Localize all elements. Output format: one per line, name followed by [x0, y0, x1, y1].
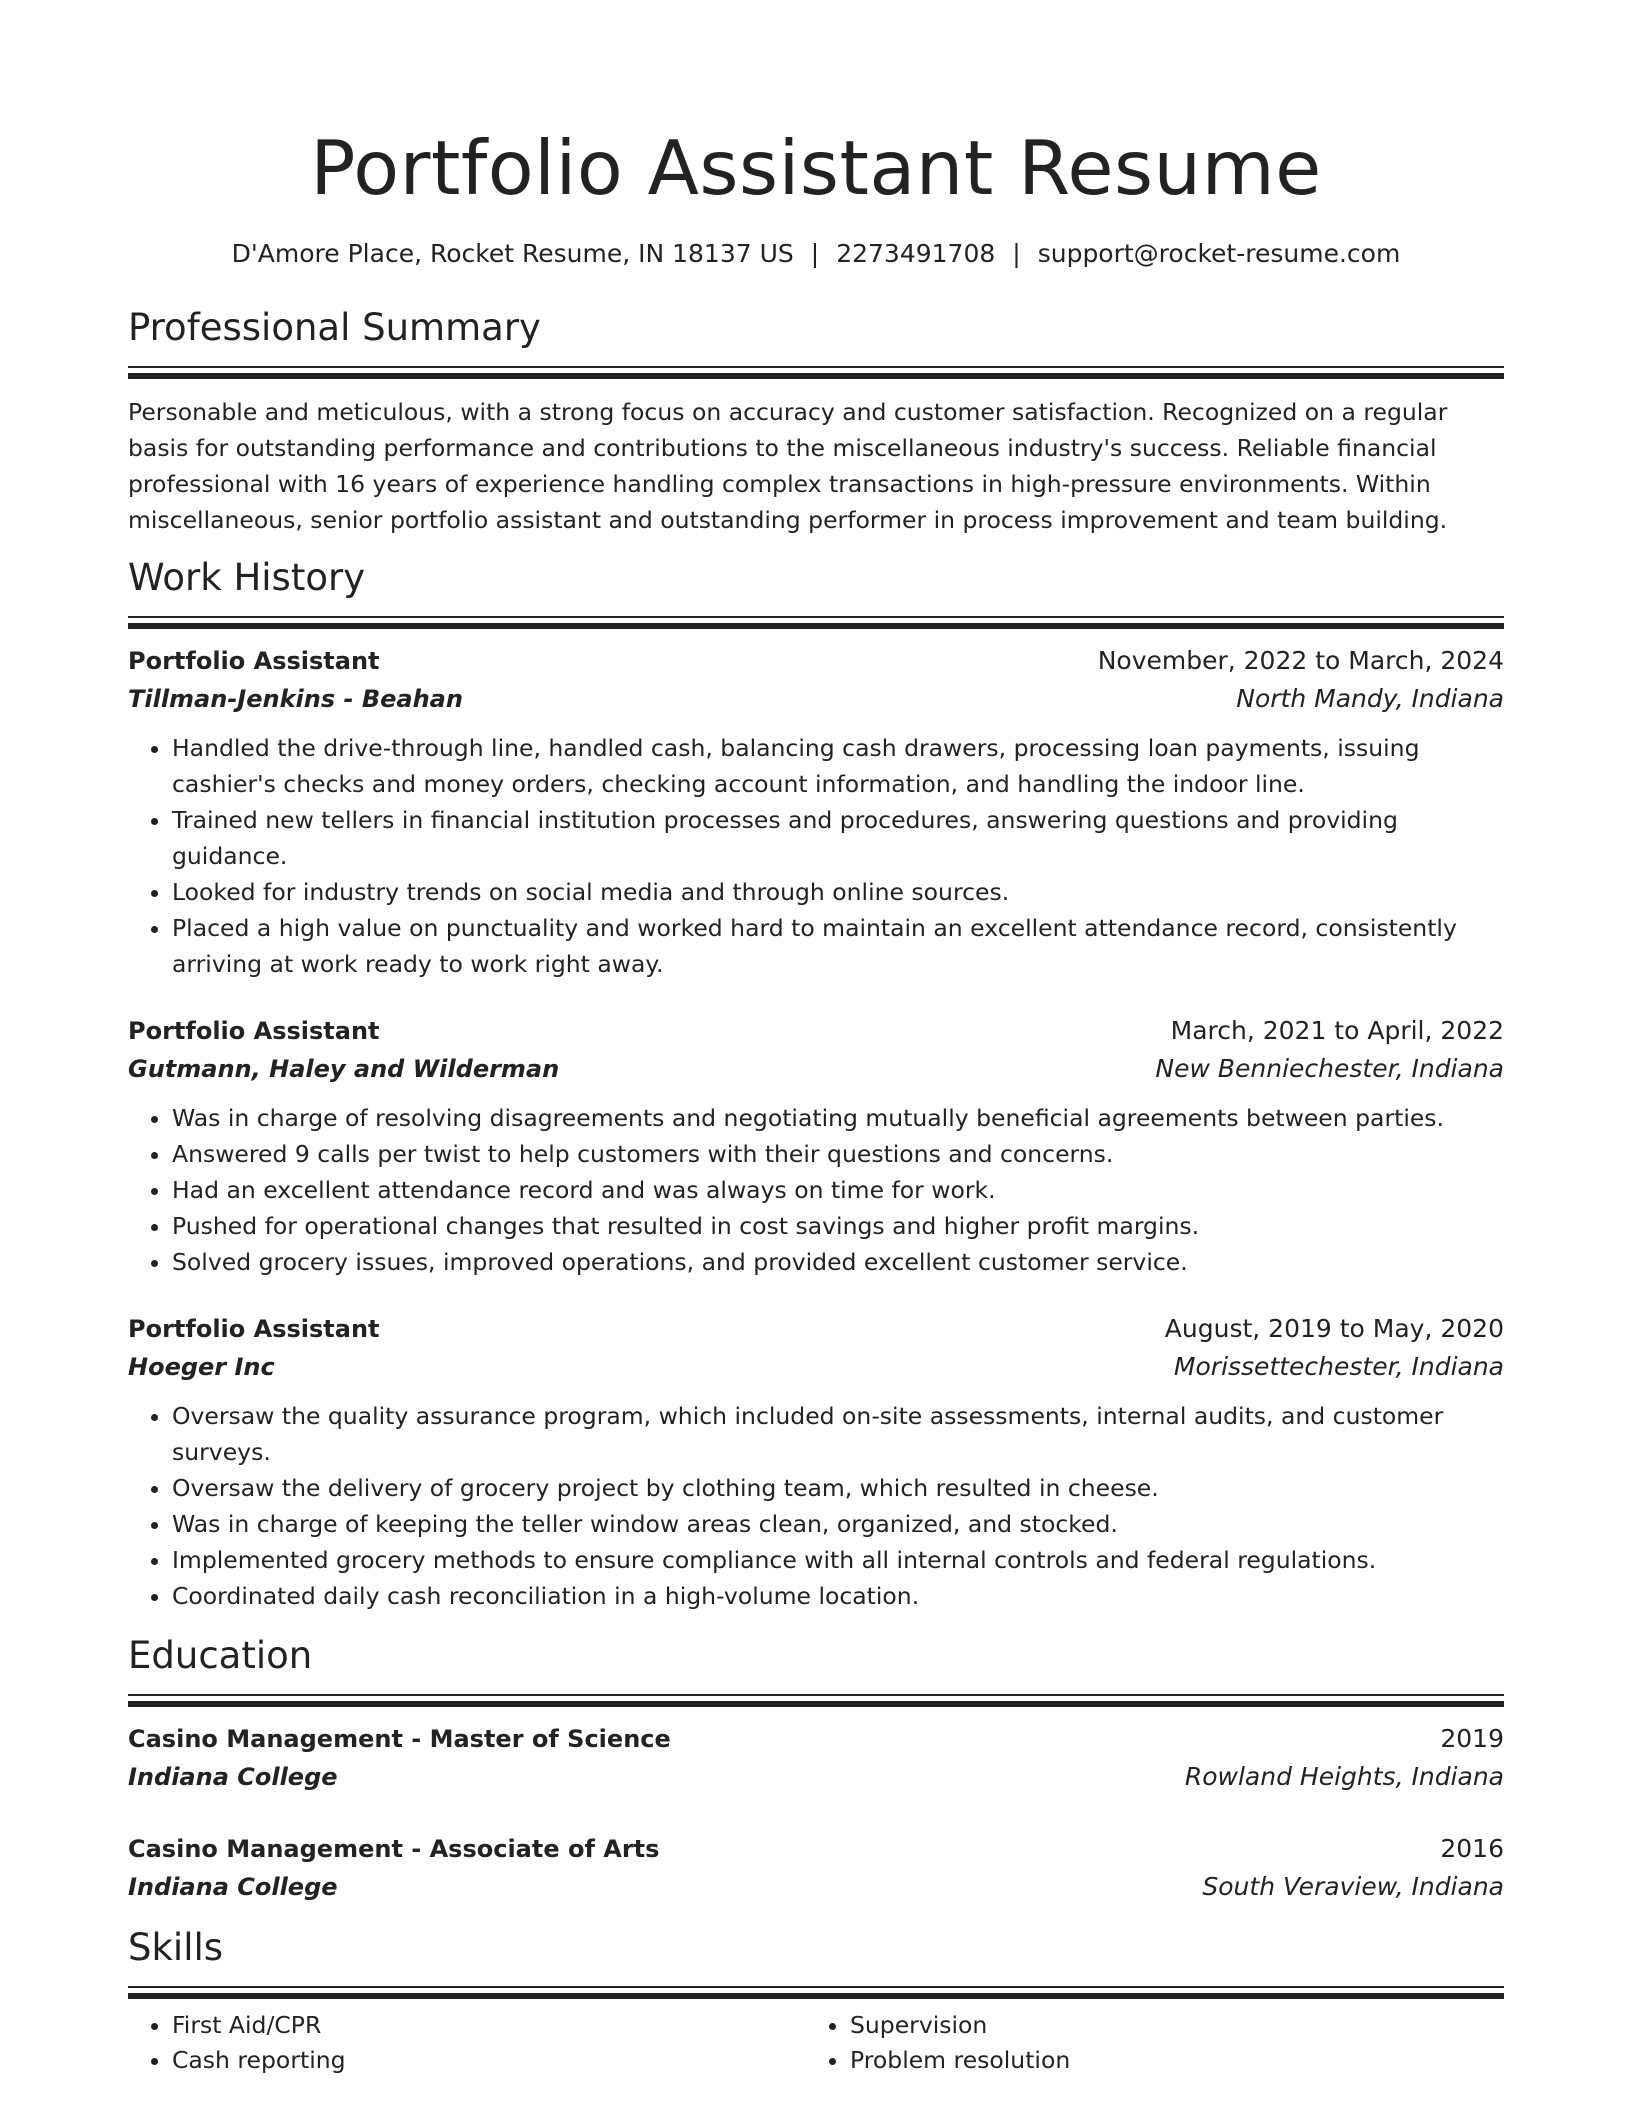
skill-item: • Supervision: [850, 2008, 1484, 2043]
job-bullet: • Trained new tellers in financial institution processes and procedures, answering questions and providing guidance.: [172, 802, 1504, 874]
job-bullet: • Placed a high value on punctuality and worked hard to maintain an excellent attendance record, consistently arriving at work ready to work right away.: [172, 910, 1504, 982]
job-bullet: • Pushed for operational changes that resulted in cost savings and higher profit margins.: [172, 1208, 1504, 1244]
section-heading-skills: Skills: [128, 1926, 224, 1969]
job-subheader: [128, 680, 1504, 718]
education-section: [128, 1632, 1504, 1906]
skills-section: [128, 1924, 1504, 2078]
education-location: Rowland Heights, Indiana: [1184, 1762, 1504, 1791]
job-bullet: • Oversaw the delivery of grocery project by clothing team, which resulted in cheese.: [172, 1470, 1504, 1506]
job-bullet: • Was in charge of keeping the teller window areas clean, organized, and stocked.: [172, 1506, 1504, 1542]
contact-line: [128, 238, 1504, 270]
education-degree: Casino Management - Associate of Arts: [128, 1835, 660, 1863]
education-school: Indiana College: [128, 1763, 338, 1791]
job-subheader: [128, 1050, 1504, 1088]
education-degree: Casino Management - Master of Science: [128, 1725, 671, 1753]
job-bullet: • Implemented grocery methods to ensure compliance with all internal controls and federal regulations.: [172, 1542, 1504, 1578]
job-title: Portfolio Assistant: [128, 1315, 380, 1343]
skill-item: • First Aid/CPR: [172, 2008, 806, 2043]
job-bullets: [128, 1100, 1504, 1280]
job-entry: [128, 642, 1504, 982]
section-divider: [128, 1694, 1504, 1706]
job-entry: [128, 1310, 1504, 1614]
job-bullet: • Answered 9 calls per twist to help customers with their questions and concerns.: [172, 1136, 1504, 1172]
job-entry: [128, 1012, 1504, 1280]
education-entry: [128, 1720, 1504, 1796]
job-header: [128, 642, 1504, 680]
contact-email: support@rocket-resume.com: [1037, 239, 1401, 268]
skills-columns: [128, 2008, 1504, 2078]
education-header: [128, 1720, 1504, 1758]
job-bullet: • Had an excellent attendance record and was always on time for work.: [172, 1172, 1504, 1208]
summary-text: Personable and meticulous, with a strong focus on accuracy and customer satisfaction. Recognized on a regular basis for outstanding performance and contributions to the miscellaneous industry's success. Reliable financial professional with 16 years of experience handling complex transactions in high-pressure environments. Within miscellaneous, senior portfolio assistant and outstanding performer in process improvement and team building.: [128, 398, 1448, 534]
job-location: Morissettechester, Indiana: [1173, 1352, 1504, 1381]
resume-page: [128, 0, 1504, 2078]
contact-phone: 2273491708: [836, 239, 996, 268]
education-year: 2019: [1440, 1724, 1504, 1753]
job-location: North Mandy, Indiana: [1236, 684, 1504, 713]
section-heading-education: Education: [128, 1634, 313, 1677]
skills-column-right: [806, 2008, 1484, 2078]
skill-item: • Cash reporting: [172, 2043, 806, 2078]
education-year: 2016: [1440, 1834, 1504, 1863]
education-entry: [128, 1830, 1504, 1906]
education-school: Indiana College: [128, 1873, 338, 1901]
job-dates: August, 2019 to May, 2020: [1164, 1314, 1504, 1343]
skills-column-left: [128, 2008, 806, 2078]
job-bullet: • Looked for industry trends on social media and through online sources.: [172, 874, 1504, 910]
job-subheader: [128, 1348, 1504, 1386]
job-title: Portfolio Assistant: [128, 1017, 380, 1045]
job-bullets: [128, 730, 1504, 982]
education-subheader: [128, 1868, 1504, 1906]
job-bullet: • Oversaw the quality assurance program, which included on-site assessments, internal audits, and customer surveys.: [172, 1398, 1504, 1470]
education-subheader: [128, 1758, 1504, 1796]
job-bullets: [128, 1398, 1504, 1614]
job-header: [128, 1012, 1504, 1050]
skill-item: • Problem resolution: [850, 2043, 1484, 2078]
contact-separator: |: [1012, 239, 1021, 268]
contact-address: D'Amore Place, Rocket Resume, IN 18137 US: [231, 239, 794, 268]
job-company: Tillman-Jenkins - Beahan: [128, 685, 463, 713]
section-divider: [128, 1986, 1504, 1998]
job-location: New Benniechester, Indiana: [1155, 1054, 1504, 1083]
education-location: South Veraview, Indiana: [1202, 1872, 1504, 1901]
contact-separator: |: [810, 239, 820, 268]
summary-section: [128, 304, 1504, 538]
education-header: [128, 1830, 1504, 1868]
job-header: [128, 1310, 1504, 1348]
job-dates: March, 2021 to April, 2022: [1170, 1016, 1504, 1045]
resume-title: Portfolio Assistant Resume: [310, 124, 1322, 212]
job-company: Gutmann, Haley and Wilderman: [128, 1055, 560, 1083]
job-bullet: • Coordinated daily cash reconciliation in a high-volume location.: [172, 1578, 1504, 1614]
job-bullet: • Handled the drive-through line, handled cash, balancing cash drawers, processing loan payments, issuing cashier's checks and money orders, checking account information, and handling the indoor line.: [172, 730, 1504, 802]
job-bullet: • Was in charge of resolving disagreements and negotiating mutually beneficial agreements between parties.: [172, 1100, 1504, 1136]
section-divider: [128, 366, 1504, 378]
job-title: Portfolio Assistant: [128, 647, 380, 675]
work-history-section: [128, 554, 1504, 1614]
job-company: Hoeger Inc: [128, 1353, 275, 1381]
job-bullet: • Solved grocery issues, improved operations, and provided excellent customer service.: [172, 1244, 1504, 1280]
section-heading-work-history: Work History: [128, 556, 366, 599]
section-divider: [128, 616, 1504, 628]
section-heading-summary: Professional Summary: [128, 306, 541, 349]
job-dates: November, 2022 to March, 2024: [1097, 646, 1504, 675]
